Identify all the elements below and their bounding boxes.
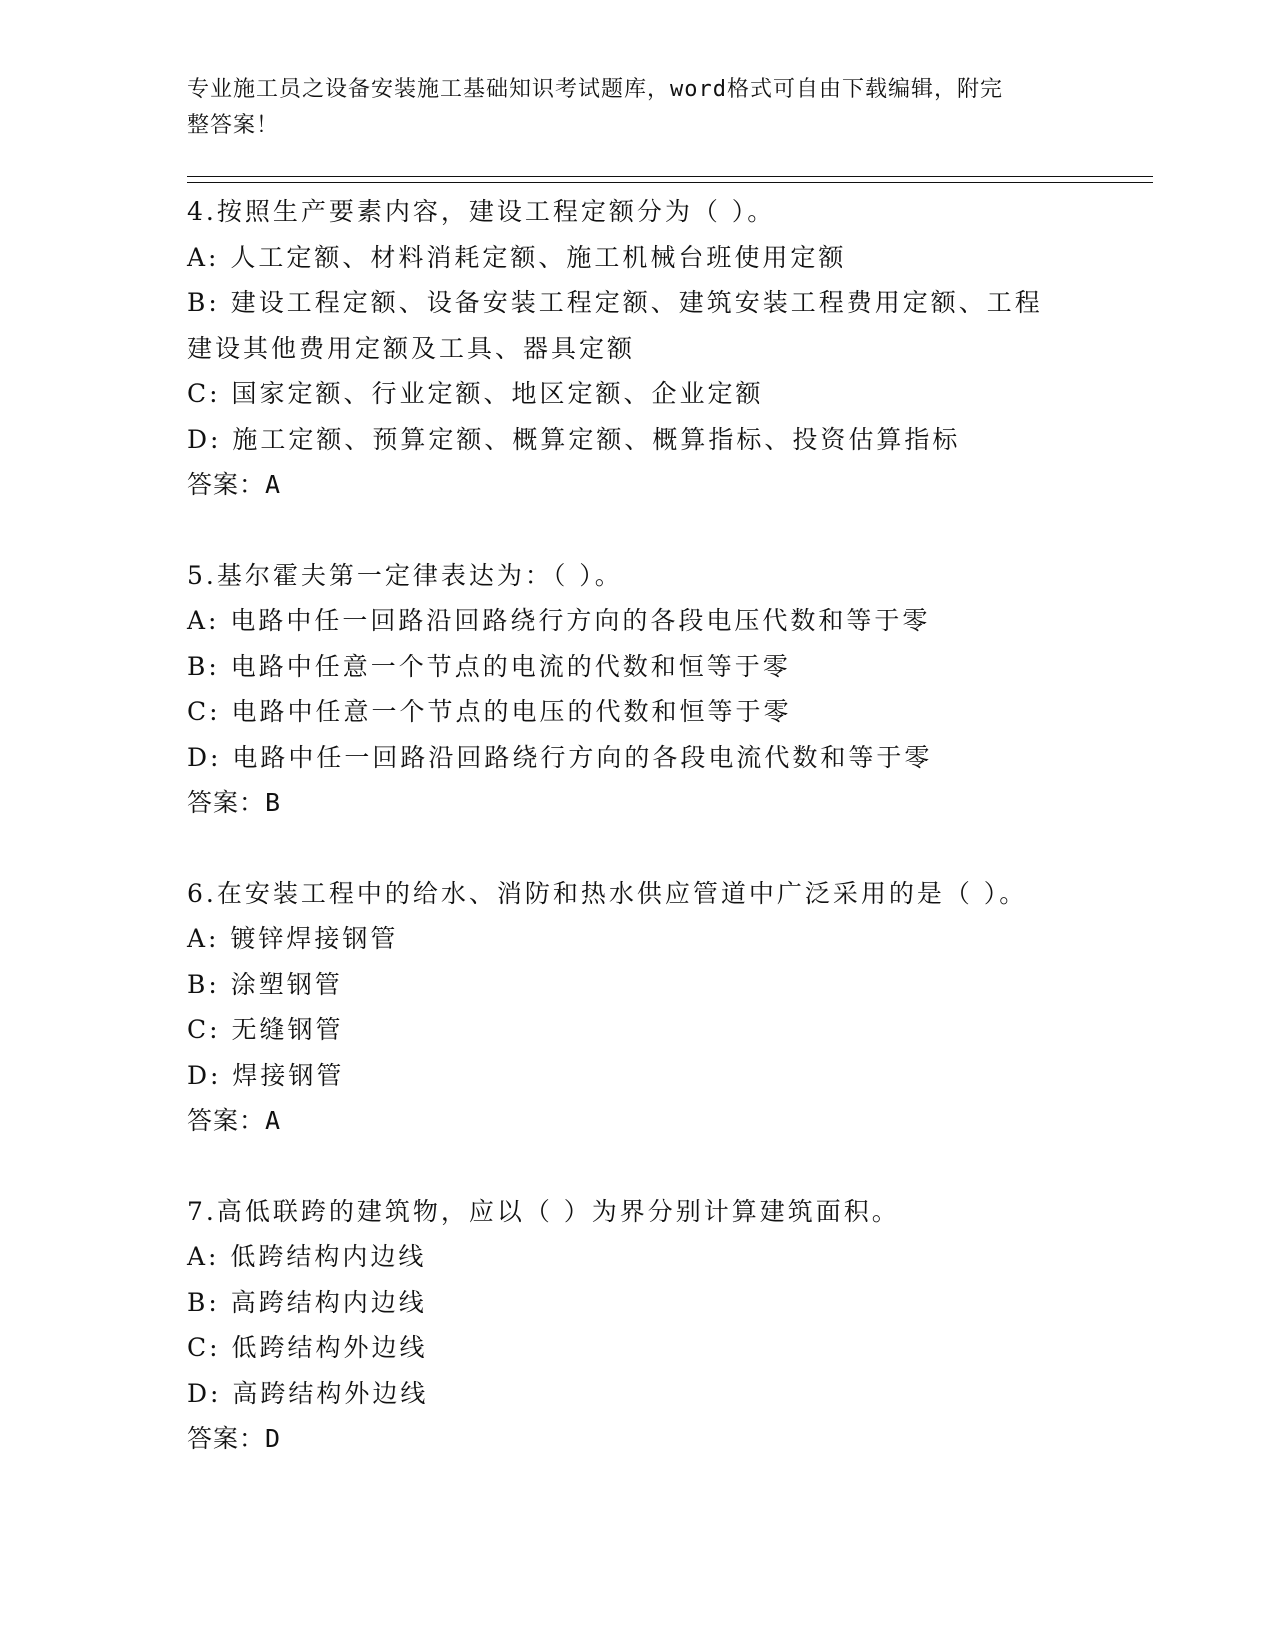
- option-c: C: 无缝钢管: [187, 1015, 344, 1044]
- answer-line: [187, 1098, 1153, 1144]
- question-block: [187, 189, 1153, 508]
- header-line-2: 整答案！: [187, 113, 280, 138]
- option-d: D: 高跨结构外边线: [187, 1378, 429, 1408]
- header-line-1: 专业施工员之设备安装施工基础知识考试题库，word格式可自由下载编辑，附完: [187, 77, 1003, 102]
- question-stem: 7.高低联跨的建筑物，应以（ ）为界分别计算建筑面积。: [187, 1196, 900, 1226]
- option-b: B: 建设工程定额、设备安装工程定额、建筑安装工程费用定额、工程: [187, 288, 1043, 317]
- answer-label: 答案：: [187, 1106, 266, 1135]
- header-divider-bottom: [187, 182, 1153, 183]
- option-d: D: 施工定额、预算定额、概算定额、概算指标、投资估算指标: [187, 424, 961, 454]
- option-d: D: 焊接钢管: [187, 1060, 345, 1090]
- option-b: B: 涂塑钢管: [187, 969, 343, 999]
- answer-line: [187, 462, 1153, 508]
- option-c: C: 国家定额、行业定额、地区定额、企业定额: [187, 379, 764, 408]
- answer-label: 答案：: [187, 470, 266, 499]
- option-b: B: 电路中任意一个节点的电流的代数和恒等于零: [187, 651, 791, 681]
- question-stem: 4.按照生产要素内容，建设工程定额分为（ ）。: [187, 197, 776, 226]
- option-a: A: 电路中任一回路沿回路绕行方向的各段电压代数和等于零: [187, 606, 931, 635]
- option-c: C: 电路中任意一个节点的电压的代数和恒等于零: [187, 697, 792, 726]
- option-b: B: 高跨结构内边线: [187, 1287, 427, 1317]
- question-stem: 5.基尔霍夫第一定律表达为：（ ）。: [187, 560, 623, 590]
- question-block: [187, 1189, 1153, 1462]
- question-list: [187, 189, 1153, 1462]
- question-block: [187, 871, 1153, 1144]
- answer-value: B: [265, 788, 282, 817]
- option-a: A: 低跨结构内边线: [187, 1242, 427, 1271]
- option-c: C: 低跨结构外边线: [187, 1333, 428, 1362]
- answer-value: A: [265, 470, 282, 499]
- answer-label: 答案：: [187, 1424, 266, 1453]
- option-a: A: 镀锌焊接钢管: [187, 924, 399, 953]
- answer-value: D: [265, 1424, 282, 1453]
- option-a: A: 人工定额、材料消耗定额、施工机械台班使用定额: [187, 242, 847, 272]
- answer-line: [187, 780, 1153, 826]
- header-divider-top: [187, 176, 1153, 177]
- answer-label: 答案：: [187, 788, 266, 817]
- document-header: [187, 72, 1067, 144]
- question-spacer: [187, 826, 1153, 871]
- answer-value: A: [265, 1106, 282, 1135]
- option-b-continued: 建设其他费用定额及工具、器具定额: [187, 333, 636, 363]
- question-spacer: [187, 508, 1153, 553]
- answer-line: [187, 1416, 1153, 1462]
- question-stem: 6.在安装工程中的给水、消防和热水供应管道中广泛采用的是（ ）。: [187, 878, 1028, 908]
- question-spacer: [187, 1144, 1153, 1189]
- option-d: D: 电路中任一回路沿回路绕行方向的各段电流代数和等于零: [187, 742, 933, 772]
- question-block: [187, 553, 1153, 826]
